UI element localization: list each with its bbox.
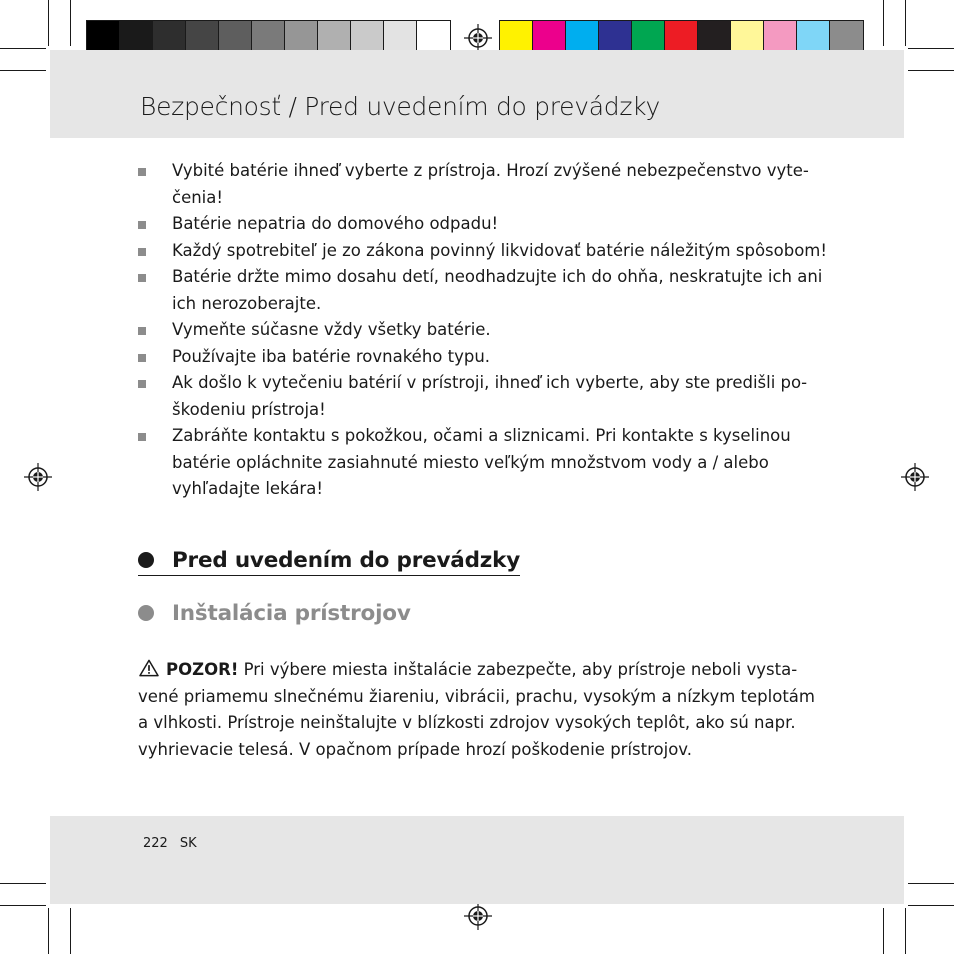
crop-mark (70, 908, 71, 954)
language-code: SK (179, 836, 197, 851)
section-heading-primary: Pred uvedením do prevádzky (138, 548, 520, 576)
square-bullet-icon (138, 327, 146, 335)
crop-mark (48, 0, 49, 46)
crop-mark (908, 70, 954, 71)
caution-text: Pri výbere miesta inštalácie zabezpečte, aby prístroje neboli vystavené priamemu slnečnému žiareniu, vibrácii, prachu, vysokým a nízkym teplotám a vlhkosti. Prístroje neinštalujte v blízkosti zdrojov vysokých teplôt, ako sú napr. vyhrievacie telesá. V opačnom prípade hrozí poškodenie prístrojov. (138, 660, 815, 759)
warning-triangle-icon (138, 659, 160, 677)
registration-mark-icon (464, 902, 492, 930)
crop-mark (908, 883, 954, 884)
crop-mark (70, 0, 71, 46)
footer-band (50, 816, 904, 904)
crop-mark (908, 905, 954, 906)
page-title: Bezpečnosť / Pred uvedením do prevádzky (140, 92, 660, 121)
section-heading-secondary: Inštalácia prístrojov (138, 601, 411, 626)
crop-mark (908, 48, 954, 49)
crop-mark (0, 883, 46, 884)
list-item: Batérie držte mimo dosahu detí, neodhadzujte ich do ohňa, neskratujte ich ani ich nerozoberajte. (138, 264, 828, 317)
square-bullet-icon (138, 354, 146, 362)
page-footer (143, 836, 197, 851)
list-item: Vymeňte súčasne vždy všetky batérie. (138, 317, 828, 344)
list-item: Ak došlo k vytečeniu batérií v prístroji, ihneď ich vyberte, aby ste predišli poškodeniu prístroja! (138, 370, 828, 423)
square-bullet-icon (138, 168, 146, 176)
crop-mark (0, 70, 46, 71)
registration-mark-icon (901, 463, 929, 491)
caution-label: POZOR! (166, 660, 239, 679)
crop-mark (48, 908, 49, 954)
registration-mark-icon (24, 463, 52, 491)
caution-paragraph (138, 657, 828, 763)
list-item: Batérie nepatria do domového odpadu! (138, 211, 828, 238)
crop-mark (883, 908, 884, 954)
gray-circle-icon (138, 605, 154, 621)
battery-safety-list (138, 158, 828, 503)
list-item: Každý spotrebiteľ je zo zákona povinný likvidovať batérie náležitým spôsobom! (138, 238, 828, 265)
square-bullet-icon (138, 433, 146, 441)
list-item: Používajte iba batérie rovnakého typu. (138, 344, 828, 371)
crop-mark (0, 48, 46, 49)
crop-mark (883, 0, 884, 46)
crop-mark (905, 908, 906, 954)
crop-mark (905, 0, 906, 46)
square-bullet-icon (138, 380, 146, 388)
filled-circle-icon (138, 552, 154, 568)
list-item: Zabráňte kontaktu s pokožkou, očami a sliznicami. Pri kontakte s kyselinou batérie opláchnite zasiahnuté miesto veľkým množstvom vody a / alebo vyhľadajte lekára! (138, 423, 828, 503)
square-bullet-icon (138, 248, 146, 256)
list-item: Vybité batérie ihneď vyberte z prístroja. Hrozí zvýšené nebezpečenstvo vytečenia! (138, 158, 828, 211)
page-number: 222 (143, 836, 168, 851)
square-bullet-icon (138, 221, 146, 229)
crop-mark (0, 905, 46, 906)
square-bullet-icon (138, 274, 146, 282)
registration-mark-icon (464, 24, 492, 52)
